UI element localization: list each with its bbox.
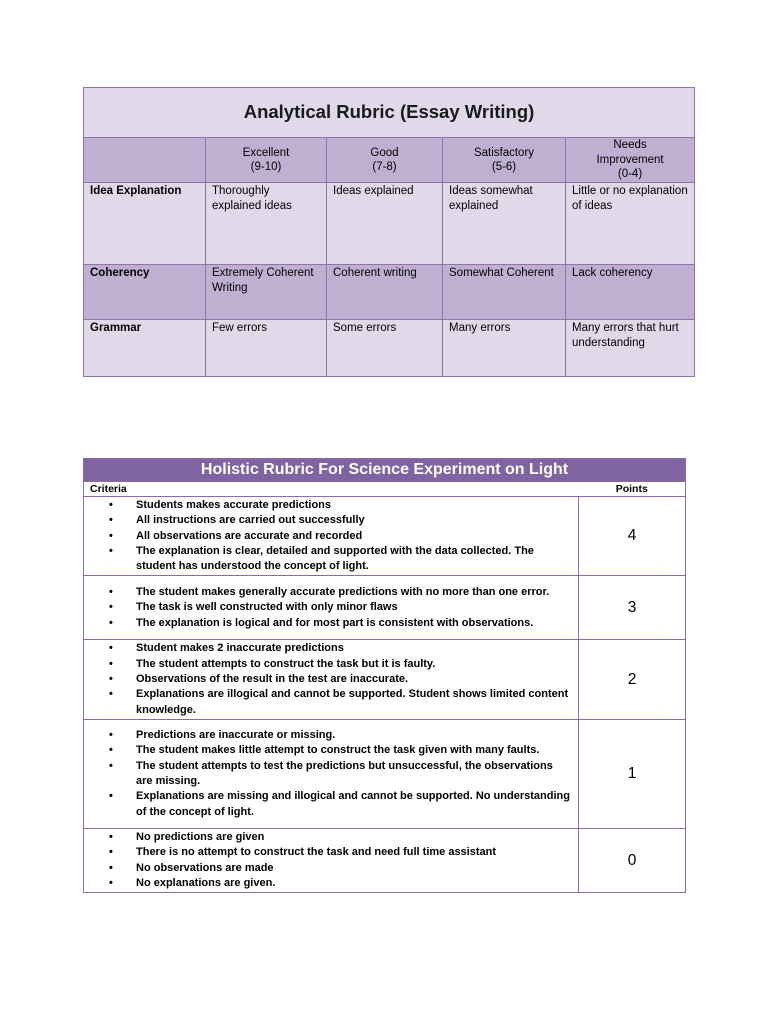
header-needs-improvement: Needs Improvement (0-4) bbox=[566, 138, 695, 183]
list-item: • The task is well constructed with only minor flaws bbox=[136, 600, 578, 615]
list-item: • Explanations are missing and illogical and cannot be supported. No understanding of the concept of light. bbox=[136, 789, 578, 820]
points-value: 3 bbox=[579, 576, 686, 640]
analytical-rubric-table bbox=[83, 87, 695, 377]
rubric-row-idea-explanation bbox=[84, 183, 695, 265]
analytical-header-row bbox=[84, 138, 695, 183]
rubric-cell: Somewhat Coherent bbox=[443, 265, 566, 320]
rubric-row-grammar bbox=[84, 320, 695, 377]
list-item: • The explanation is clear, detailed and supported with the data collected. The student has understood the concept of light. bbox=[136, 544, 578, 575]
list-item: • All observations are accurate and recorded bbox=[136, 529, 578, 544]
rubric-cell: Thoroughly explained ideas bbox=[206, 183, 327, 265]
points-column-header: Points bbox=[579, 482, 686, 497]
list-item: • There is no attempt to construct the task and need full time assistant bbox=[136, 845, 578, 860]
criteria-list bbox=[84, 498, 578, 574]
points-value: 0 bbox=[579, 828, 686, 892]
rubric-cell: Coherent writing bbox=[327, 265, 443, 320]
rubric-cell: Little or no explanation of ideas bbox=[566, 183, 695, 265]
list-item: • No explanations are given. bbox=[136, 876, 578, 891]
holistic-row-4 bbox=[84, 497, 686, 576]
criteria-cell bbox=[84, 497, 579, 576]
holistic-rubric-table bbox=[83, 458, 686, 893]
criteria-list bbox=[84, 728, 578, 820]
rubric-cell: Some errors bbox=[327, 320, 443, 377]
header-satisfactory: Satisfactory (5-6) bbox=[443, 138, 566, 183]
points-value: 4 bbox=[579, 497, 686, 576]
criteria-cell bbox=[84, 576, 579, 640]
criteria-list bbox=[84, 641, 578, 717]
list-item: • Explanations are illogical and cannot be supported. Student shows limited content knowledge. bbox=[136, 687, 578, 718]
holistic-row-3 bbox=[84, 576, 686, 640]
criterion-label: Coherency bbox=[84, 265, 206, 320]
holistic-rubric-title: Holistic Rubric For Science Experiment on Light bbox=[84, 459, 686, 482]
criteria-list bbox=[84, 585, 578, 631]
holistic-row-0 bbox=[84, 828, 686, 892]
list-item: • No observations are made bbox=[136, 861, 578, 876]
rubric-cell: Few errors bbox=[206, 320, 327, 377]
list-item: • Observations of the result in the test are inaccurate. bbox=[136, 672, 578, 687]
points-value: 2 bbox=[579, 640, 686, 719]
list-item: • Student makes 2 inaccurate predictions bbox=[136, 641, 578, 656]
list-item: • The student attempts to construct the task but it is faulty. bbox=[136, 657, 578, 672]
holistic-row-2 bbox=[84, 640, 686, 719]
points-value: 1 bbox=[579, 719, 686, 828]
list-item: • The student makes generally accurate predictions with no more than one error. bbox=[136, 585, 578, 600]
header-good: Good (7-8) bbox=[327, 138, 443, 183]
rubric-row-coherency bbox=[84, 265, 695, 320]
rubric-cell: Many errors bbox=[443, 320, 566, 377]
list-item: • The explanation is logical and for most part is consistent with observations. bbox=[136, 616, 578, 631]
list-item: • No predictions are given bbox=[136, 830, 578, 845]
list-item: • All instructions are carried out successfully bbox=[136, 513, 578, 528]
header-empty-cell bbox=[84, 138, 206, 183]
criteria-column-header: Criteria bbox=[84, 482, 579, 497]
criteria-cell bbox=[84, 719, 579, 828]
rubric-cell: Ideas explained bbox=[327, 183, 443, 265]
criterion-label: Grammar bbox=[84, 320, 206, 377]
holistic-row-1 bbox=[84, 719, 686, 828]
list-item: • The student attempts to test the predictions but unsuccessful, the observations are missing. bbox=[136, 759, 578, 790]
list-item: • Predictions are inaccurate or missing. bbox=[136, 728, 578, 743]
criteria-cell bbox=[84, 640, 579, 719]
criterion-label: Idea Explanation bbox=[84, 183, 206, 265]
header-excellent: Excellent (9-10) bbox=[206, 138, 327, 183]
rubric-cell: Extremely Coherent Writing bbox=[206, 265, 327, 320]
list-item: • The student makes little attempt to construct the task given with many faults. bbox=[136, 743, 578, 758]
list-item: • Students makes accurate predictions bbox=[136, 498, 578, 513]
rubric-cell: Ideas somewhat explained bbox=[443, 183, 566, 265]
rubric-cell: Lack coherency bbox=[566, 265, 695, 320]
rubric-cell: Many errors that hurt understanding bbox=[566, 320, 695, 377]
criteria-cell bbox=[84, 828, 579, 892]
analytical-rubric-title: Analytical Rubric (Essay Writing) bbox=[84, 88, 695, 138]
criteria-list bbox=[84, 830, 578, 891]
